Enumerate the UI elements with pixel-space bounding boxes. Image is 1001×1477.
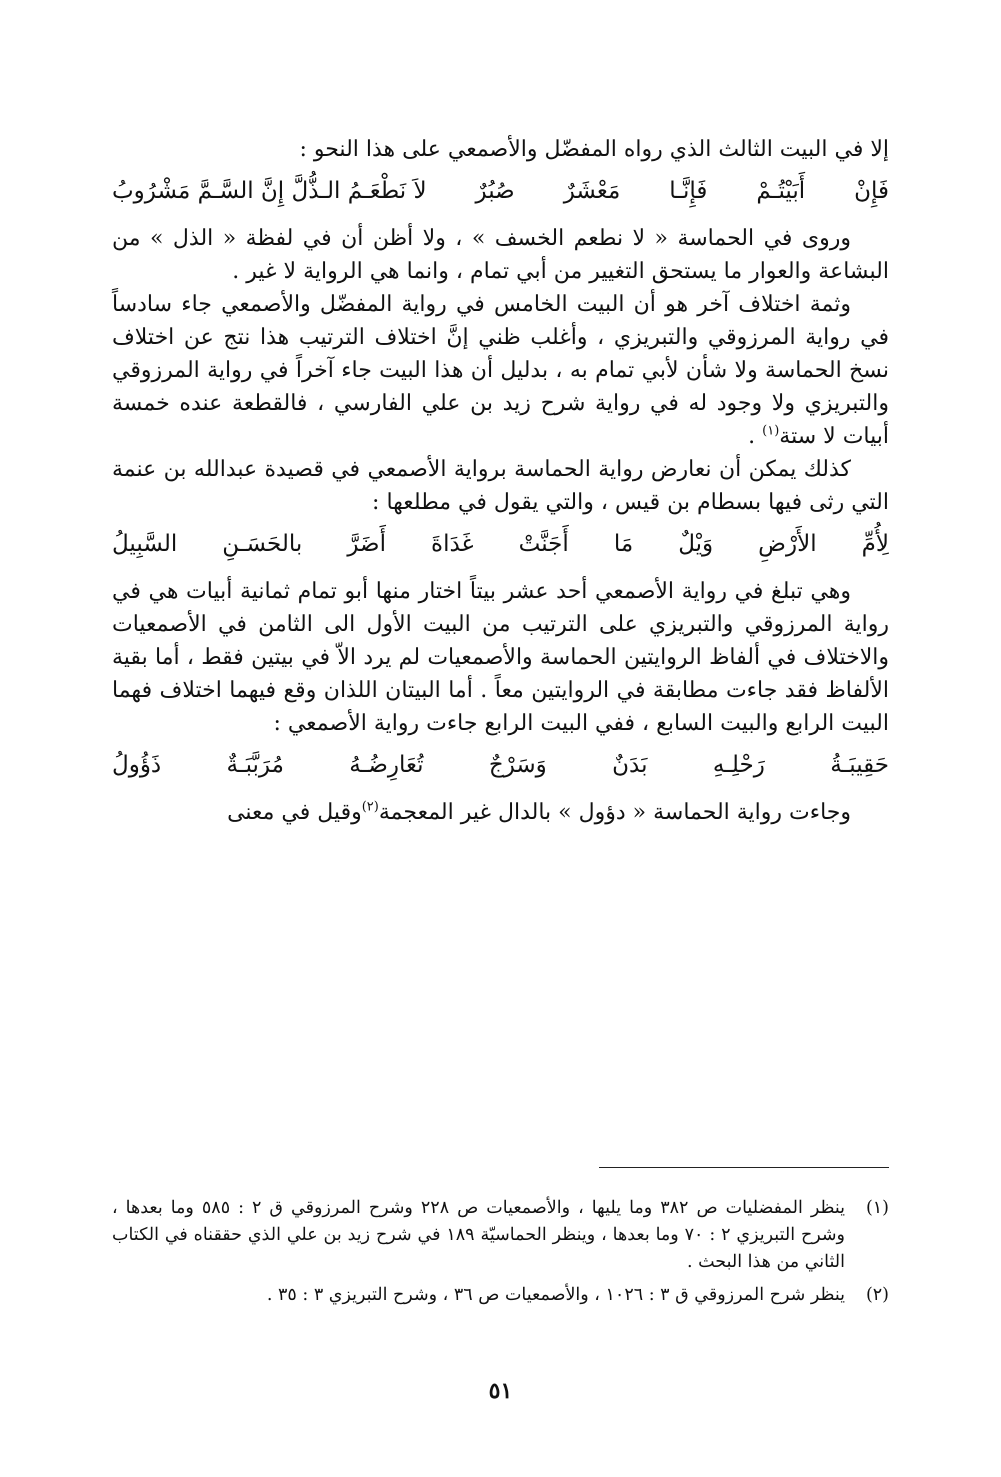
verse-word: تُعَارِضُـهُ [349,752,424,778]
verse-word: لاَ نَطْعَـمُ الـذُّلَّ إِنَّ السَّـمَّ مَشْرُوبُ [112,178,427,204]
verse-word: بَدَنٌ [612,752,648,778]
verse-word: لِأُمِّ [861,531,889,557]
footnote-text: ينظر المفضليات ص ٣٨٢ وما يليها ، والأصمعيات ص ٢٢٨ وشرح المرزوقي ق ٢ : ٥٨٥ وما بعدها ، وشرح التبريزي ٢ : ٧٠ وما بعدها ، وينظر الحماسيّة ١٨٩ في شرح زيد بن علي الذي حققناه في الكتاب الثاني من هذا البحث . [112,1198,846,1272]
verse-word: وَسَرْجٌ [488,752,547,778]
page-number: ٥١ [488,1378,513,1404]
paragraph-3: كذلك يمكن أن نعارض رواية الحماسة برواية الأصمعي في قصيدة عبدالله بن عنمة التي رثى فيها بسطام بن قيس ، والتي يقول في مطلعها : [112,457,889,515]
verse-word: صُبُرٌ [475,178,515,204]
verse-word: أَجَنَّتْ [518,531,569,557]
verse-word: فَإِنَّـا [669,178,708,204]
footnote-divider [599,1167,889,1168]
verse-2 [112,527,889,561]
footnotes [112,1195,889,1315]
verse-word: الأَرْضِ [758,531,817,557]
verse-word: حَقِيبَـةُ [830,752,889,778]
footnote-2 [112,1282,889,1309]
paragraph-5-text: وجاءت رواية الحماسة « دؤول » بالدال غير المعجمة [378,800,851,825]
paragraph-1: وروى في الحماسة « لا نطعم الخسف » ، ولا أظن أن في لفظة « الذل » من البشاعة والعوار ما يستحق التغيير من أبي تمام ، وانما هي الرواية لا غير . [112,226,889,284]
verse-word: مُرَبَّبَـةٌ [226,752,284,778]
footnote-1 [112,1195,889,1276]
main-text [112,133,889,829]
verse-word: ذَؤُولُ [112,752,162,778]
paragraph-2 [112,288,889,453]
verse-3 [112,748,889,782]
verse-word: وَيْلٌ [678,531,714,557]
paragraph-2-end: . [748,424,756,449]
verse-word: رَحْلِـهِ [712,752,765,778]
footnote-text: ينظر شرح المرزوقي ق ٣ : ١٠٢٦ ، والأصمعيات ص ٣٦ ، وشرح التبريزي ٣ : ٣٥ . [266,1285,845,1305]
verse-word: غَدَاةَ [431,531,474,557]
intro-line: إلا في البيت الثالث الذي رواه المفضّل والأصمعي على هذا النحو : [299,137,889,162]
verse-word: السَّبِيلُ [112,531,178,557]
footnote-ref-1[interactable]: (١) [762,423,780,439]
verse-word: أَبَيْتُـمْ [756,178,806,204]
footnote-ref-2[interactable]: (٢) [361,799,379,815]
verse-word: بالحَسَـنِ [222,531,303,557]
verse-word: مَا [613,531,634,557]
paragraph-5-end: وقيل في معنى [227,800,362,825]
verse-word: مَعْشَرٌ [563,178,621,204]
paragraph-2-text: وثمة اختلاف آخر هو أن البيت الخامس في رواية المفضّل والأصمعي جاء سادساً في رواية المرزوقي والتبريزي ، وأغلب ظني إنَّ اختلاف الترتيب هذا نتج عن اختلاف نسخ الحماسة ولا شأن لأبي تمام به ، بدليل أن هذا البيت جاء آخراً في رواية المرزوقي والتبريزي ولا وجود له في رواية شرح زيد بن علي الفارسي ، فالقطعة عنده خمسة أبيات لا ستة [112,292,889,449]
verse-word: فَإِنْ [854,178,889,204]
paragraph-4: وهي تبلغ في رواية الأصمعي أحد عشر بيتاً اختار منها أبو تمام ثمانية أبيات هي في رواية المرزوقي والتبريزي على الترتيب من البيت الأول الى الثامن في الأصمعيات والاختلاف في ألفاظ الروايتين الحماسة والأصمعيات لم يرد الاّ في بيتين فقط ، أما بقية الألفاظ فقد جاءت مطابقة في الروايتين معاً . أما البيتان اللذان وقع فيهما اختلاف فهما البيت الرابع والبيت السابع ، ففي البيت الرابع جاءت رواية الأصمعي : [112,579,889,736]
verse-1 [112,174,889,208]
footnote-number: (١) [865,1198,889,1218]
paragraph-5 [112,796,889,829]
verse-word: أَضَرَّ [347,531,386,557]
footnote-number: (٢) [865,1285,889,1305]
